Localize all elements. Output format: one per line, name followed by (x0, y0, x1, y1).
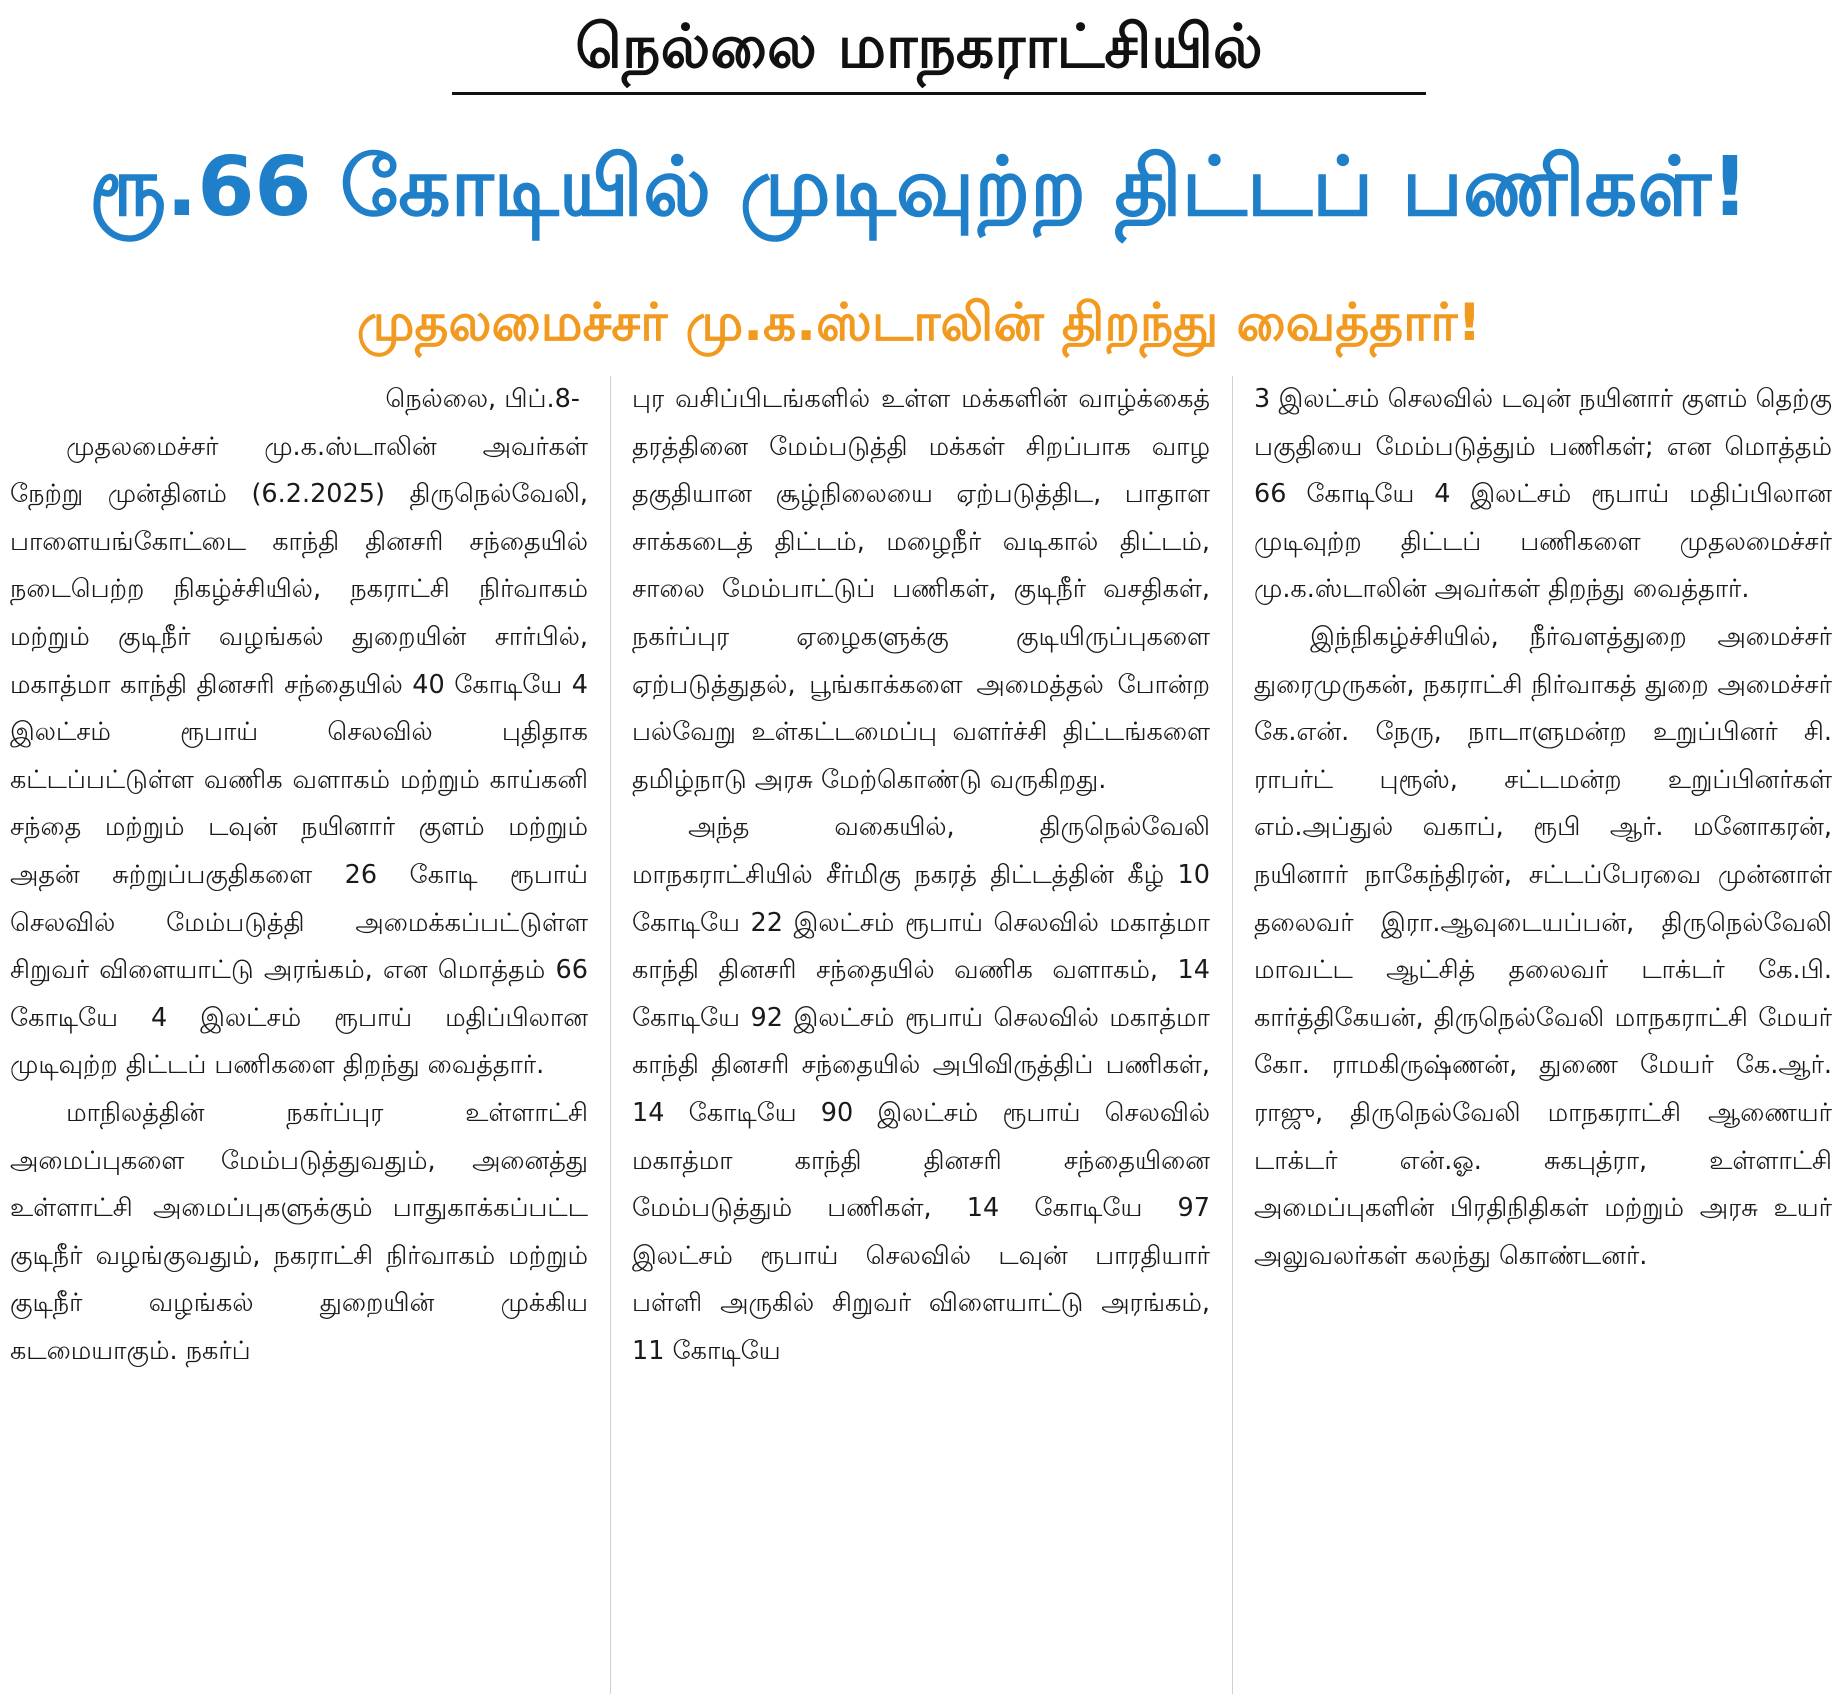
column-divider (1232, 376, 1233, 1694)
kicker-title: நெல்லை மாநகராட்சியில் (575, 12, 1263, 82)
paragraph: 3 இலட்சம் செலவில் டவுன் நயினார் குளம் தெற்கு பகுதியை மேம்படுத்தும் பணிகள்; என மொத்தம் 66 கோடியே 4 இலட்சம் ரூபாய் மதிப்பிலான முடிவுற்ற திட்டப் பணிகளை முதலமைச்சர் மு.க.ஸ்டாலின் அவர்கள் திறந்து வைத்தார். (1254, 384, 1832, 605)
paragraph: முதலமைச்சர் மு.க.ஸ்டாலின் அவர்கள் நேற்று முன்தினம் (6.2.2025) திருநெல்வேலி, பாளையங்கோட்டை காந்தி தினசரி சந்தையில் நடைபெற்ற நிகழ்ச்சியில், நகராட்சி நிர்வாகம் மற்றும் குடிநீர் வழங்கல் துறையின் சார்பில், மகாத்மா காந்தி தினசரி சந்தையில் 40 கோடியே 4 இலட்சம் ரூபாய் செலவில் புதிதாக கட்டப்பட்டுள்ள வணிக வளாகம் மற்றும் காய்கனி சந்தை மற்றும் டவுன் நயினார் குளம் மற்றும் அதன் சுற்றுப்பகுதிகளை 26 கோடி ரூபாய் செலவில் மேம்படுத்தி அமைக்கப்பட்டுள்ள சிறுவர் விளையாட்டு அரங்கம், என மொத்தம் 66 கோடியே 4 இலட்சம் ரூபாய் மதிப்பிலான முடிவுற்ற திட்டப் பணிகளை திறந்து வைத்தார். (10, 431, 588, 1081)
paragraph: மாநிலத்தின் நகர்ப்புர உள்ளாட்சி அமைப்புகளை மேம்படுத்துவதும், அனைத்து உள்ளாட்சி அமைப்புகளுக்கும் பாதுகாக்கப்பட்ட குடிநீர் வழங்குவதும், நகராட்சி நிர்வாகம் மற்றும் குடிநீர் வழங்கல் துறையின் முக்கிய கடமையாகும். நகர்ப் (10, 1097, 588, 1366)
article-column-2 (632, 376, 1210, 1694)
subheadline: முதலமைச்சர் மு.க.ஸ்டாலின் திறந்து வைத்தார்! (356, 293, 1482, 353)
kicker-underline (452, 92, 1426, 95)
paragraph: புர வசிப்பிடங்களில் உள்ள மக்களின் வாழ்க்கைத் தரத்தினை மேம்படுத்தி மக்கள் சிறப்பாக வாழ தகுதியான சூழ்நிலையை ஏற்படுத்திட, பாதாள சாக்கடைத் திட்டம், மழைநீர் வடிகால் திட்டம், சாலை மேம்பாட்டுப் பணிகள், குடிநீர் வசதிகள், நகர்ப்புர ஏழைகளுக்கு குடியிருப்புகளை ஏற்படுத்துதல், பூங்காக்களை அமைத்தல் போன்ற பல்வேறு உள்கட்டமைப்பு வளர்ச்சி திட்டங்களை தமிழ்நாடு அரசு மேற்கொண்டு வருகிறது. (632, 384, 1210, 795)
article-column-1 (10, 376, 588, 1694)
dateline: நெல்லை, பிப்.8- (385, 384, 580, 414)
article-column-3 (1254, 376, 1832, 1694)
paragraph: இந்நிகழ்ச்சியில், நீர்வளத்துறை அமைச்சர் துரைமுருகன், நகராட்சி நிர்வாகத் துறை அமைச்சர் கே.என். நேரு, நாடாளுமன்ற உறுப்பினர் சி. ராபர்ட் புரூஸ், சட்டமன்ற உறுப்பினர்கள் எம்.அப்துல் வகாப், ரூபி ஆர். மனோகரன், நயினார் நாகேந்திரன், சட்டப்பேரவை முன்னாள் தலைவர் இரா.ஆவுடையப்பன், திருநெல்வேலி மாவட்ட ஆட்சித் தலைவர் டாக்டர் கே.பி. கார்த்திகேயன், திருநெல்வேலி மாநகராட்சி மேயர் கோ. ராமகிருஷ்ணன், துணை மேயர் கே.ஆர். ராஜு, திருநெல்வேலி மாநகராட்சி ஆணையர் டாக்டர் என்.ஓ. சுகபுத்ரா, உள்ளாட்சி அமைப்புகளின் பிரதிநிதிகள் மற்றும் அரசு உயர் அலுவலர்கள் கலந்து கொண்டனர். (1254, 621, 1832, 1271)
headline: ரூ.66 கோடியில் முடிவுற்ற திட்டப் பணிகள்! (89, 140, 1749, 235)
paragraph: அந்த வகையில், திருநெல்வேலி மாநகராட்சியில் சீர்மிகு நகரத் திட்டத்தின் கீழ் 10 கோடியே 22 இலட்சம் ரூபாய் செலவில் மகாத்மா காந்தி தினசரி சந்தையில் வணிக வளாகம், 14 கோடியே 92 இலட்சம் ரூபாய் செலவில் மகாத்மா காந்தி தினசரி சந்தையில் அபிவிருத்திப் பணிகள், 14 கோடியே 90 இலட்சம் ரூபாய் செலவில் மகாத்மா காந்தி தினசரி சந்தையினை மேம்படுத்தும் பணிகள், 14 கோடியே 97 இலட்சம் ரூபாய் செலவில் டவுன் பாரதியார் பள்ளி அருகில் சிறுவர் விளையாட்டு அரங்கம், 11 கோடியே (632, 812, 1210, 1366)
column-divider (610, 376, 611, 1694)
